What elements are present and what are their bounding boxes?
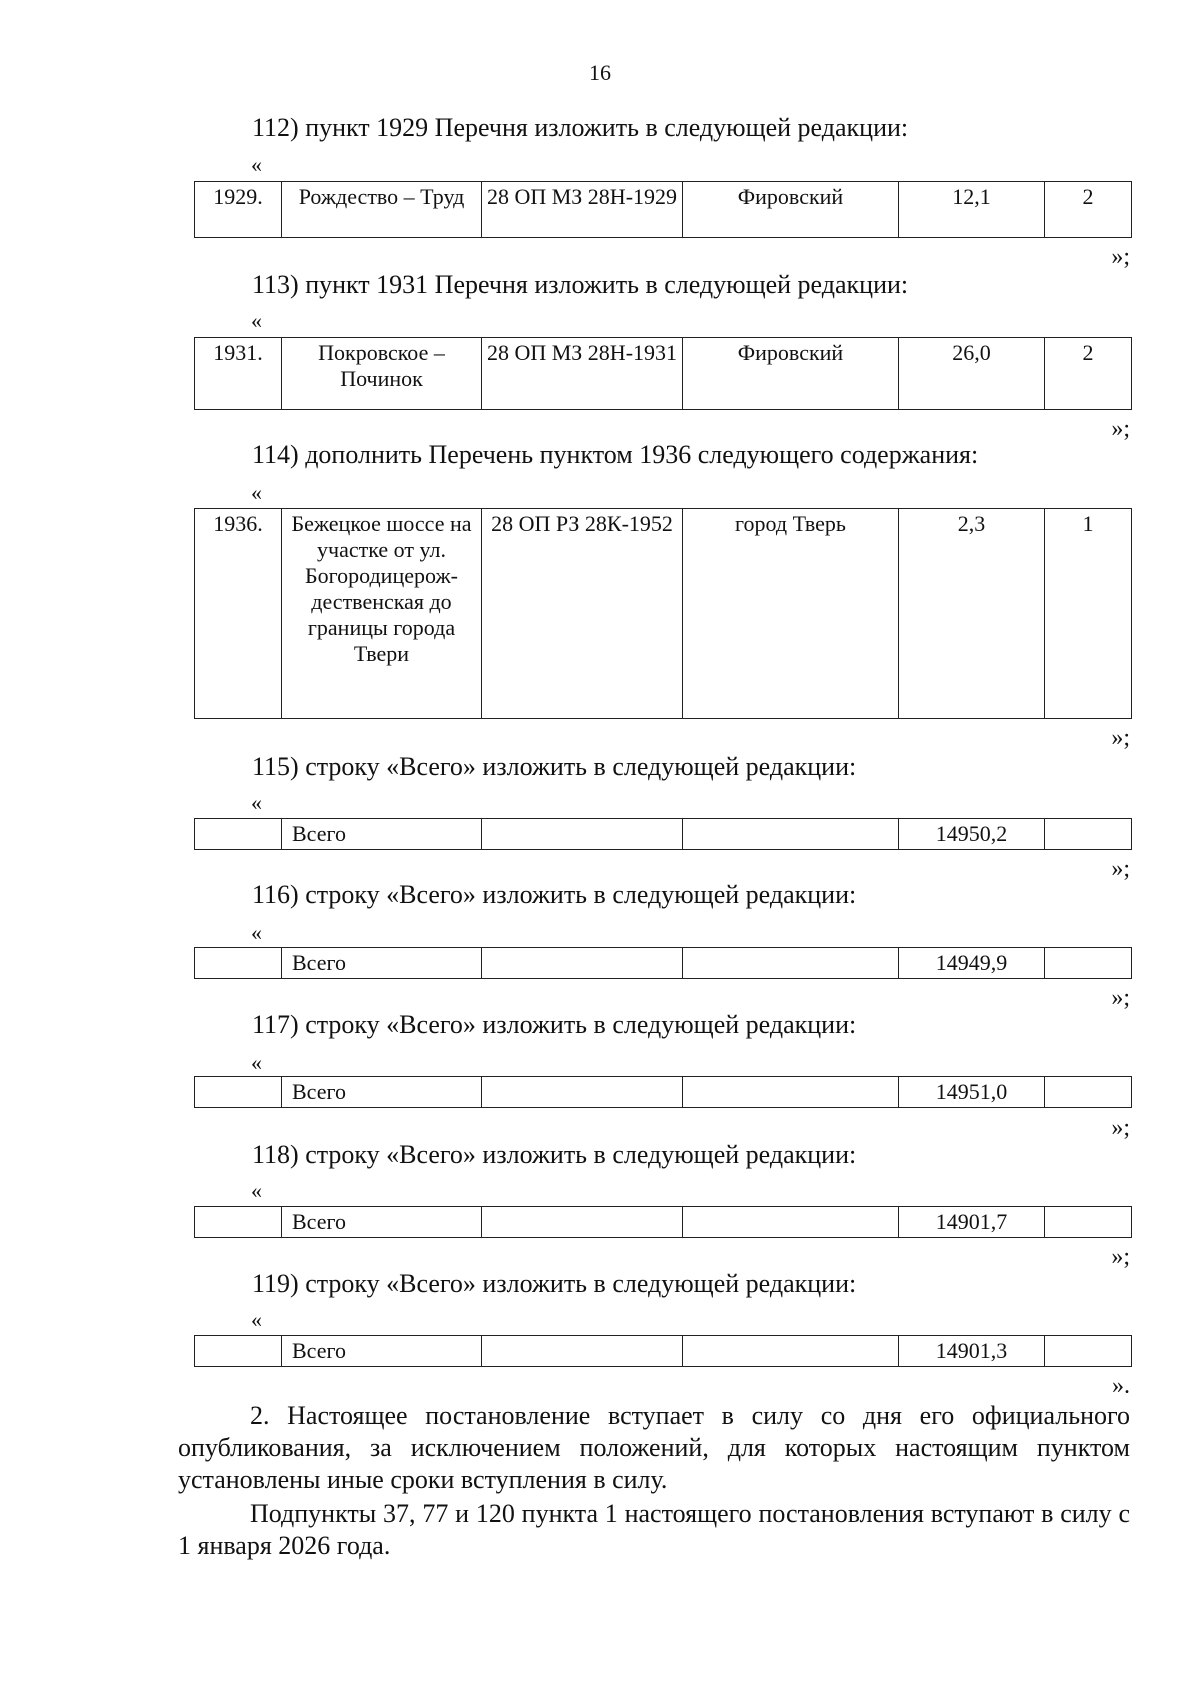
cell-total-label: Всего: [282, 1336, 482, 1367]
cell-road-name: Бежецкое шоссе на участке от ул. Богородицерож-дественская до границы города Твери: [282, 509, 482, 719]
cell-total-label: Всего: [282, 819, 482, 850]
cell-length: 12,1: [899, 182, 1045, 238]
cell-number: 1929.: [195, 182, 282, 238]
item-115-heading: 115) строку «Всего» изложить в следующей редакции:: [252, 752, 857, 781]
item-114-open-quote: «: [251, 480, 262, 505]
cell-empty: [482, 948, 683, 979]
item-118-close-quote: »;: [1111, 1244, 1130, 1270]
item-113-table: [194, 337, 1132, 410]
item-112-open-quote: «: [251, 152, 262, 177]
paragraph-effective-date-text: 2. Настоящее постановление вступает в силу со дня его официального опубликования, за исключением положений, для которых настоящим пунктом установлены иные сроки вступления в силу.: [178, 1401, 1130, 1494]
cell-total-label: Всего: [282, 1077, 482, 1108]
cell-length: 2,3: [899, 509, 1045, 719]
cell-road-name: Покровское – Починок: [282, 338, 482, 410]
table-row: [195, 819, 1132, 850]
paragraph-subpoints: [178, 1498, 1130, 1562]
item-112-table: [194, 181, 1132, 238]
cell-empty: [195, 1077, 282, 1108]
cell-road-id: 28 ОП МЗ 28Н-1931: [482, 338, 683, 410]
table-row: [195, 1077, 1132, 1108]
cell-district: Фировский: [683, 338, 899, 410]
page-number: 16: [589, 60, 611, 85]
cell-total-length: 14951,0: [899, 1077, 1045, 1108]
item-116-table: [194, 947, 1132, 979]
cell-road-name: Рождество – Труд: [282, 182, 482, 238]
cell-empty: [482, 1207, 683, 1238]
item-114-table: [194, 508, 1132, 719]
item-118-open-quote: «: [251, 1178, 262, 1203]
item-116-open-quote: «: [251, 920, 262, 945]
cell-empty: [1045, 1336, 1132, 1367]
cell-district: Фировский: [683, 182, 899, 238]
table-row: [195, 1207, 1132, 1238]
item-115-open-quote: «: [251, 790, 262, 815]
cell-empty: [683, 1077, 899, 1108]
cell-total-length: 14901,3: [899, 1336, 1045, 1367]
cell-total-label: Всего: [282, 948, 482, 979]
cell-number: 1931.: [195, 338, 282, 410]
cell-empty: [195, 1207, 282, 1238]
cell-category: 2: [1045, 338, 1132, 410]
cell-length: 26,0: [899, 338, 1045, 410]
item-116-close-quote: »;: [1111, 985, 1130, 1011]
item-113-heading: 113) пункт 1931 Перечня изложить в следующей редакции:: [252, 270, 909, 299]
item-116-heading: 116) строку «Всего» изложить в следующей редакции:: [252, 880, 857, 909]
cell-empty: [683, 948, 899, 979]
cell-empty: [482, 1077, 683, 1108]
cell-empty: [683, 819, 899, 850]
cell-category: 2: [1045, 182, 1132, 238]
table-row: [195, 1336, 1132, 1367]
cell-total-length: 14950,2: [899, 819, 1045, 850]
item-112-close-quote: »;: [1111, 244, 1130, 270]
item-119-open-quote: «: [251, 1307, 262, 1332]
item-117-open-quote: «: [251, 1050, 262, 1075]
cell-empty: [195, 819, 282, 850]
item-117-table: [194, 1076, 1132, 1108]
item-119-heading: 119) строку «Всего» изложить в следующей редакции:: [252, 1269, 857, 1298]
cell-road-id: 28 ОП МЗ 28Н-1929: [482, 182, 683, 238]
item-113-open-quote: «: [251, 308, 262, 333]
item-118-table: [194, 1206, 1132, 1238]
cell-empty: [195, 948, 282, 979]
item-115-close-quote: »;: [1111, 856, 1130, 882]
paragraph-effective-date: [178, 1400, 1130, 1496]
cell-empty: [683, 1336, 899, 1367]
cell-empty: [1045, 948, 1132, 979]
table-row: [195, 948, 1132, 979]
item-118-heading: 118) строку «Всего» изложить в следующей редакции:: [252, 1140, 857, 1169]
item-119-table: [194, 1335, 1132, 1367]
cell-road-id: 28 ОП РЗ 28К-1952: [482, 509, 683, 719]
cell-empty: [1045, 819, 1132, 850]
cell-number: 1936.: [195, 509, 282, 719]
table-row: [195, 509, 1132, 719]
cell-empty: [482, 819, 683, 850]
item-117-close-quote: »;: [1111, 1115, 1130, 1141]
cell-empty: [683, 1207, 899, 1238]
cell-empty: [1045, 1207, 1132, 1238]
item-114-heading: 114) дополнить Перечень пунктом 1936 следующего содержания:: [252, 440, 979, 469]
paragraph-subpoints-text: Подпункты 37, 77 и 120 пункта 1 настоящего постановления вступают в силу с 1 января 2026 года.: [178, 1499, 1130, 1560]
cell-empty: [482, 1336, 683, 1367]
table-row: [195, 338, 1132, 410]
item-112-heading: 112) пункт 1929 Перечня изложить в следующей редакции:: [252, 113, 909, 142]
cell-total-length: 14949,9: [899, 948, 1045, 979]
cell-category: 1: [1045, 509, 1132, 719]
table-row: [195, 182, 1132, 238]
item-119-close-quote: ».: [1112, 1373, 1130, 1399]
cell-empty: [1045, 1077, 1132, 1108]
cell-total-label: Всего: [282, 1207, 482, 1238]
cell-empty: [195, 1336, 282, 1367]
item-113-close-quote: »;: [1111, 416, 1130, 442]
item-114-close-quote: »;: [1111, 725, 1130, 751]
cell-district: город Тверь: [683, 509, 899, 719]
item-115-table: [194, 818, 1132, 850]
cell-total-length: 14901,7: [899, 1207, 1045, 1238]
item-117-heading: 117) строку «Всего» изложить в следующей редакции:: [252, 1010, 857, 1039]
